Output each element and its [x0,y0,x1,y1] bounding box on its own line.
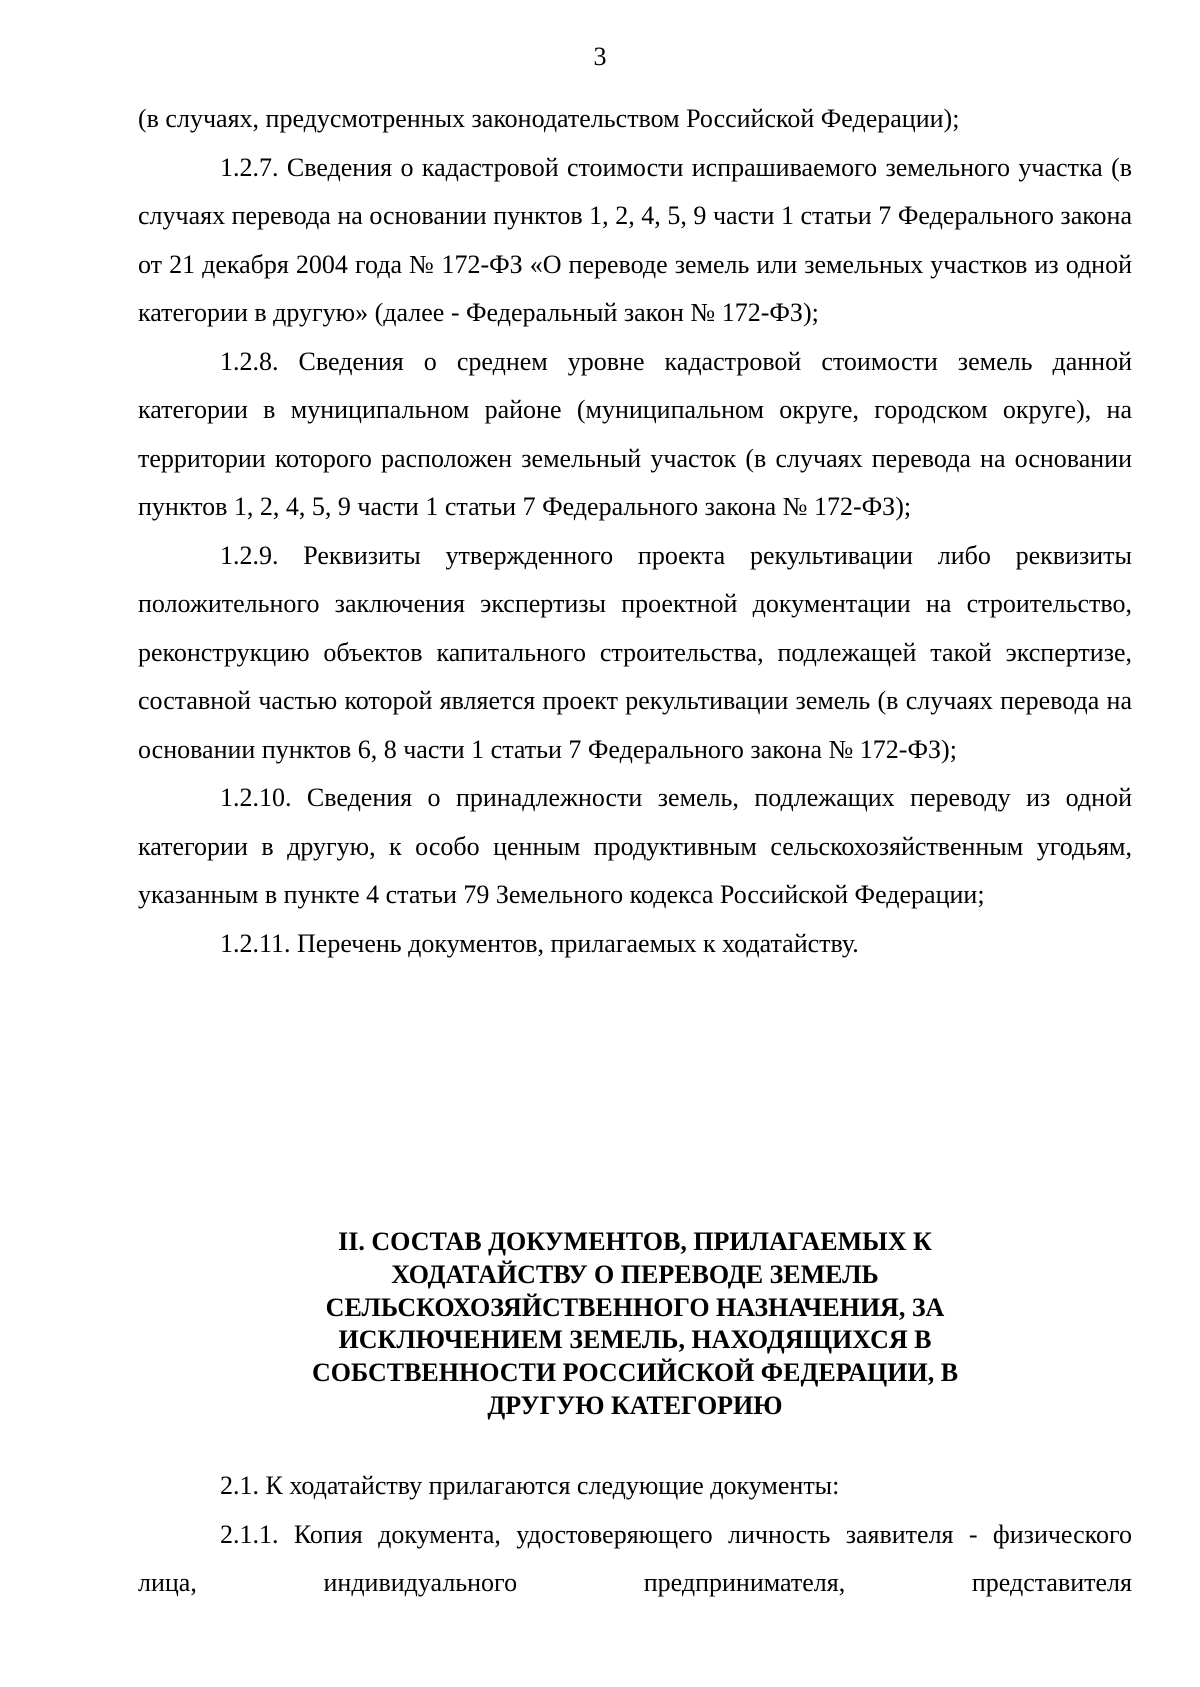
paragraph-continuation: (в случаях, предусмотренных законодательством Российской Федерации); [138,104,960,133]
section-heading [138,1226,1132,1423]
section-heading-line: ХОДАТАЙСТВУ О ПЕРЕВОДЕ ЗЕМЕЛЬ [391,1259,879,1289]
paragraph-1-2-11: 1.2.11. Перечень документов, прилагаемых к ходатайству. [220,928,859,958]
paragraph-2-1: 2.1. К ходатайству прилагаются следующие документы: [220,1471,840,1500]
section-heading-line: ИСКЛЮЧЕНИЕМ ЗЕМЕЛЬ, НАХОДЯЩИХСЯ В [338,1325,932,1355]
paragraph-1-2-10: 1.2.10. Сведения о принадлежности земель, подлежащих переводу из одной категории в другую, к особо ценным продуктивным сельскохозяйственным угодьям, указанным в пункте 4 статьи 79 Земельного кодекса Российской Федерации; [138,783,1132,909]
section-heading-line: СОБСТВЕННОСТИ РОССИЙСКОЙ ФЕДЕРАЦИИ, В [311,1358,959,1388]
paragraph-1-2-7: 1.2.7. Сведения о кадастровой стоимости испрашиваемого земельного участка (в случаях перевода на основании пунктов 1, 2, 4, 5, 9 части 1 статьи 7 Федерального закона от 21 декабря 2004 года № 172-ФЗ «О переводе земель или земельных участков из одной категории в другую» (далее - Федеральный закон № 172-ФЗ); [138,152,1132,327]
paragraph-1-2-9: 1.2.9. Реквизиты утвержденного проекта рекультивации либо реквизиты положительного заключения экспертизы проектной документации на строительство, реконструкцию объектов капитального строительства, подлежащей такой экспертизе, составной частью которой является проект рекультивации земель (в случаях перевода на основании пунктов 6, 8 части 1 статьи 7 Федерального закона № 172-ФЗ); [138,540,1132,764]
section-heading-line: ДРУГУЮ КАТЕГОРИЮ [487,1390,783,1420]
section-heading-line: СЕЛЬСКОХОЗЯЙСТВЕННОГО НАЗНАЧЕНИЯ, ЗА [325,1292,945,1322]
document-body [138,95,1132,968]
paragraph-1-2-8: 1.2.8. Сведения о среднем уровне кадастровой стоимости земель данной категории в муниципальном районе (муниципальном округе, городском округе), на территории которого расположен земельный участок (в случаях перевода на основании пунктов 1, 2, 4, 5, 9 части 1 статьи 7 Федерального закона № 172-ФЗ); [138,346,1132,521]
page-number: 3 [593,42,607,71]
section-heading-line: II. СОСТАВ ДОКУМЕНТОВ, ПРИЛАГАЕМЫХ К [338,1227,932,1256]
section-2-body [138,1462,1132,1608]
paragraph-2-1-1: 2.1.1. Копия документа, удостоверяющего личность заявителя - физического лица, индивидуального предпринимателя, представителя [138,1519,1132,1597]
